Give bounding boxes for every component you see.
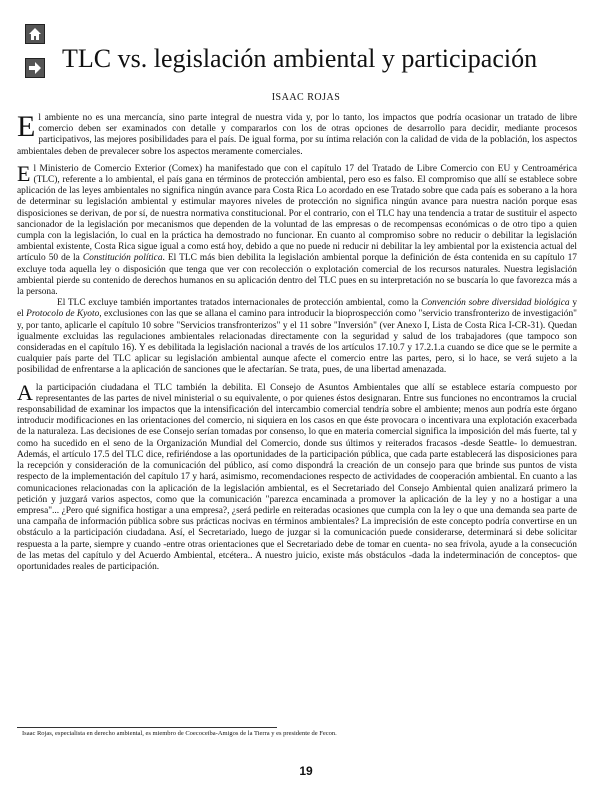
paragraph-1-text: l ambiente no es una mercancía, sino parte integral de nuestra vida y, por lo tanto, los impactos que podría ocasionar un tratado de libre comercio deben ser examinados con detalle y compararlos con los de otras opciones de desarrollo para decidir, mediante procesos participativos, las mejores posibilidades para el país. De igual forma, por su íntima relación con la calidad de vida de la población, los aspectos ambientales deben de prevalecer sobre los aspectos meramente comerciales. [17,113,577,157]
paragraph-3-emphasis-2: Protocolo de Kyoto [26,309,100,320]
paragraph-2-text-a: l Ministerio de Comercio Exterior (Comex) ha manifestado que con el capítulo 17 del Tratado de Libre Comercio con EU y Centroamérica (TLC), referente a lo ambiental, el país gana en términos de protección ambiental, pero eso es falso. El compromiso que allí se establece sobre aplicación de las leyes ambientales no significa ningún avance para Costa Rica Lo acordado en ese Tratado sobre que cada país es soberano a la hora de determinar su legislación ambiental y estimular mayores niveles de protección no significa ningún avance para nuestra nación porque esas disposiciones se derivan, de por sí, de nuestra normativa constitucional. Por el contrario, con el TLC hay una tendencia a tratar de sustituir el aspecto sancionador de la legislación por mecanismos que dependen de la voluntad de las empresas o de recompensas económicas o de otro tipo a quien cumpla con la legislación, lo cual en la práctica ha demostrado no funcionar. En cuanto al compromiso sobre no reducir o debilitar la legislación ambiental existente, Costa Rica sigue igual a como está hoy, debido a que no puede ni reducir ni debilitar la ley ambiental por la existencia actual del artículo 50 de la [17,163,577,264]
author-name: ISAAC ROJAS [271,92,341,103]
page-title: TLC vs. legislación ambiental y participación [62,44,538,73]
paragraph-2-text-b: . El TLC más bien debilita la legislación ambiental porque la definición de ésta contenida en su capítulo 17 excluye toda aquella ley o disposición que tenga que ver con recolección o explotación comercial de los recursos naturales. Nuestra legislación ambiental pierde su contenido de derechos humanos en su aplicación dentro del TLC pues en su interpretación no se buscaría lo que favorezca más a la persona. [17,253,577,298]
paragraph-3-emphasis-1: Convención sobre diversidad biológica [421,298,570,309]
footnote-divider [17,727,277,728]
article-body [17,110,578,579]
paragraph-2 [17,160,577,298]
next-page-button[interactable] [25,58,45,78]
arrow-right-icon [28,61,42,75]
drop-cap: E [17,110,36,143]
footnote: Isaac Rojas, especialista en derecho ambiental, es miembro de Coecoceiba-Amigos de la Tierra y es presidente de Fecon. [22,730,337,737]
paragraph-1 [17,110,577,158]
page-number: 19 [299,764,313,778]
paragraph-3-text-a: El TLC excluye también importantes tratados internacionales de protección ambiental, como la [57,298,422,309]
home-icon [28,27,42,41]
paragraph-4 [17,379,577,573]
paragraph-3-text-c: , exclusiones con las que se allana el camino para introducir la bioprospección como "servicio transfronterizo de investigación" y, por tanto, aplicarle el capítulo 10 sobre "Servicios transfronterizos" y el 11 sobre "Inversión" (ver Anexo I, Lista de Costa Rica I-CR-31). Quedan igualmente excluidas las regulaciones ambientales relacionadas directamente con la seguridad y salud de los trabajadores (que tampoco son consideradas en el capítulo 16). Y es debilitada la legislación nacional a través de los artículos 17.10.7 y 17.2.1.a cuando se dice que se le permite a cualquier país parte del TLC aplicar su legislación ambiental aunque afecte el comercio entre las partes, pero, si lo hace, se verá sujeto a la posibilidad de enfrentarse a la aplicación de sanciones que le afectarían. Se trata, pues, de una libertad amenazada. [17,309,577,376]
paragraph-4-text: la participación ciudadana el TLC también la debilita. El Consejo de Asuntos Ambientales que allí se establece estaría compuesto por representantes de las partes de nivel ministerial o su equivalente, o por quienes éstos designaran. Entre sus funciones no encontramos la crucial responsabilidad de examinar los impactos que la intensificación del intercambio comercial tendría sobre el ambiente; menos aun podría este órgano introducir modificaciones en las orientaciones del comercio, ni siquiera en los casos en que éste provocara o incentivara una explotación exacerbada de la naturaleza. Las decisiones de ese Consejo serían tomadas por consenso, lo que en materia comercial significa la imposición del más fuerte, tal y como ha sucedido en el seno de la Organización Mundial del Comercio, donde sus últimos y reiterados fracasos -desde Seattle- lo demuestran. Además, el artículo 17.5 del TLC dice, refiriéndose a las oportunidades de la participación pública, que cada parte establecerá las disposiciones para la recepción y consideración de la comunicación del público, así como dispondrá la creación de un consejo para que brinde sus puntos de vista respecto de la implementación del capítulo 17 y hará, asimismo, recomendaciones respecto de actividades de cooperación ambiental. En cuanto a las comunicaciones relacionadas con la aplicación de la legislación ambiental, es el Secretariado del Consejo Ambiental quien analizará primero la petición y juzgará varios aspectos, como que la comunicación "parezca encaminada a promover la aplicación de la ley y no a hostigar a una empresa"... ¿Pero qué significa hostigar a una empresa?, ¿será pedirle en reiteradas ocasiones que cumpla con la ley o que una demanda sea parte de una campaña de información pública sobre sus prácticas nocivas en términos ambientales? La imprecisión de este concepto podría convertirse en un obstáculo a la participación ciudadana. Así, el Secretariado, luego de juzgar si la comunicación puede considerarse, determinará si debe solicitar respuesta a la parte, siempre y cuando -entre otras orientaciones que el Secretariado debe de tomar en cuenta- no sea frívola, ayude a la consecución de las metas del capítulo y del Acuerdo Ambiental, etcétera.. A nuestro juicio, existe más obstáculos -dada la indeterminación de conceptos- que oportunidades reales de participación. [17,382,577,572]
home-button[interactable] [25,24,45,44]
paragraph-2-emphasis: Constitución política [82,253,163,264]
paragraph-3 [17,298,577,376]
drop-cap: A [17,379,33,405]
paragraph-3-text-b: y el [17,298,578,320]
drop-cap: E [17,160,31,186]
